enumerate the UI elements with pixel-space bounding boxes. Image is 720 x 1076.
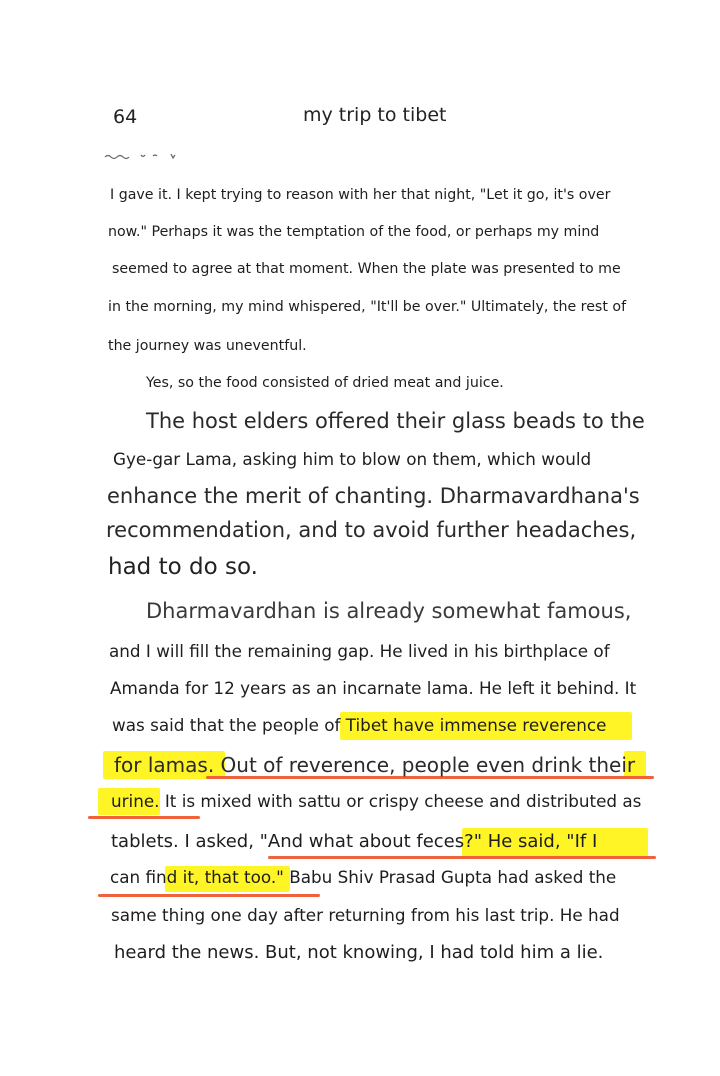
running-title: my trip to tibet: [303, 104, 447, 126]
text-line: seemed to agree at that moment. When the plate was presented to me: [112, 261, 621, 277]
text-line: tablets. I asked, "And what about feces?" He said, "If I: [111, 831, 598, 852]
text-line: now." Perhaps it was the temptation of the food, or perhaps my mind: [108, 224, 600, 240]
text-line: urine. It is mixed with sattu or crispy cheese and distributed as: [111, 791, 642, 811]
text-line: had to do so.: [108, 554, 258, 580]
ornament-squiggle: [103, 151, 183, 161]
text-line: Yes, so the food consisted of dried meat and juice.: [146, 375, 504, 391]
text-line: can find it, that too." Babu Shiv Prasad Gupta had asked the: [110, 867, 617, 887]
text-line: enhance the merit of chanting. Dharmavardhana's: [107, 484, 640, 508]
text-line: The host elders offered their glass beads to the: [146, 409, 645, 433]
text-line: heard the news. But, not knowing, I had told him a lie.: [114, 942, 604, 963]
text-line: and I will fill the remaining gap. He lived in his birthplace of: [109, 641, 610, 661]
text-line: for lamas. Out of reverence, people even drink their: [114, 753, 636, 777]
text-line: the journey was uneventful.: [108, 338, 307, 354]
text-line: Amanda for 12 years as an incarnate lama. He left it behind. It: [110, 678, 637, 698]
text-line: in the morning, my mind whispered, "It'll be over." Ultimately, the rest of: [108, 299, 627, 315]
text-line: Dharmavardhan is already somewhat famous,: [146, 599, 632, 623]
text-line: I gave it. I kept trying to reason with her that night, "Let it go, it's over: [110, 187, 611, 203]
page-number: 64: [113, 106, 138, 128]
text-line: recommendation, and to avoid further headaches,: [106, 518, 637, 542]
text-line: same thing one day after returning from his last trip. He had: [111, 905, 620, 925]
text-line: was said that the people of Tibet have immense reverence: [112, 715, 607, 735]
text-line: Gye-gar Lama, asking him to blow on them, which would: [113, 449, 592, 469]
